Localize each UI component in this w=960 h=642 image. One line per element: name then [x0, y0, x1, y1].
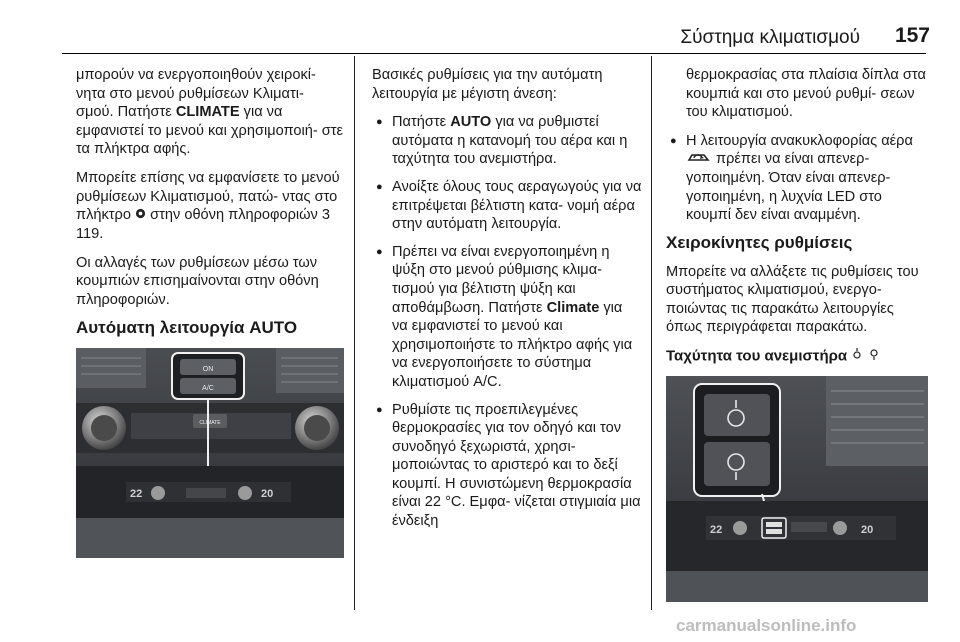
fan-speed-subheading — [666, 347, 928, 366]
column-divider-1 — [354, 56, 355, 610]
header-rule — [62, 53, 926, 54]
text: μπορούν να ενεργοποιηθούν χειροκί- νητα στο μενού ρυθμίσεων Κλιματι- σμού. Πατήστε — [76, 67, 316, 121]
fan-control-photo — [666, 376, 928, 602]
watermark: carmanualsonline.info — [676, 616, 857, 635]
list-item — [666, 132, 928, 225]
text: Η λειτουργία ανακυκλοφορίας αέρα — [686, 132, 913, 149]
text: Πατήστε — [392, 114, 451, 131]
right-temp-label: 20 — [861, 523, 874, 536]
manual-intro: Μπορείτε να αλλάξετε τις ρυθμίσεις του συστήματος κλιματισμού, ενεργο- ποιώντας τις παρακάτω λειτουργίες όπως περιγράφεται παρακάτω. — [666, 263, 919, 336]
text: για να εμφανιστεί το μενού και χρησιμοποιή- στε τα πλήκτρα αφής. — [76, 104, 344, 158]
fan-down-icon — [868, 347, 880, 366]
column-2 — [372, 66, 642, 540]
text: Ταχύτητα του ανεμιστήρα — [666, 347, 848, 365]
text: Ανοίξτε όλους τους αεραγωγούς για να επιτρέψεται βέλτιστη κατα- νομή αέρα στην αυτόματη λειτουργία. — [392, 178, 642, 233]
section-heading-auto: Αυτόματη λειτουργία AUTO — [76, 318, 298, 338]
text: για να ρυθμιστεί αυτόματα η κατανομή του αέρα και η ταχύτητα του ανεμιστήρα. — [392, 114, 628, 168]
paragraph-climate-menu — [76, 66, 344, 159]
continued-text: θερμοκρασίας στα πλαίσια δίπλα στα κουμπιά και στο μενού ρυθμί- σεων του κλιματισμού. — [686, 67, 926, 121]
climate-keyword: CLIMATE — [175, 104, 240, 121]
text: στην οθόνη πληροφοριών — [146, 207, 322, 224]
page-reference: 3 119. — [76, 207, 331, 242]
list-item — [372, 178, 642, 234]
recirculation-car-icon — [686, 150, 712, 169]
running-title: Σύστημα κλιματισμού — [680, 27, 860, 48]
text: Μπορείτε επίσης να εμφανίσετε το μενού ρυθμίσεων Κλιματισμού, πατώ- ντας στο πλήκτρο — [76, 169, 340, 224]
ac-label: A/C — [202, 384, 214, 392]
climate-control-photo — [76, 348, 344, 558]
climate-keyword: Climate — [546, 299, 600, 316]
text: Πρέπει να είναι ενεργοποιημένη η ψύξη στο μενού ρύθμισης κλιμα- τισμού για βέλτιστη ψύξη και αποθάμβωση. Πατήστε — [392, 243, 610, 316]
column-3 — [666, 66, 928, 602]
right-temp-label: 20 — [261, 487, 274, 500]
auto-intro: Βασικές ρυθμίσεις για την αυτόματη λειτουργία με μέγιστη άνεση: — [372, 67, 603, 102]
paragraph-settings-key — [76, 169, 344, 244]
column-divider-2 — [651, 56, 652, 610]
settings-gear-icon — [135, 206, 146, 225]
left-temp-label: 22 — [130, 487, 143, 500]
climate-button-label: CLIMATE — [199, 419, 221, 426]
list-item — [372, 113, 642, 169]
recirculation-bullets — [666, 132, 928, 225]
section-heading-manual: Χειροκίνητες ρυθμίσεις — [666, 232, 853, 252]
text: πρέπει να είναι απενερ- γοποιημένη. Όταν είναι απενερ- γοποιημένη, η λυχνία LED στο κουμπί δεν είναι αναμμένη. — [686, 151, 891, 224]
list-item — [372, 243, 642, 392]
left-temp-label: 22 — [710, 523, 723, 536]
paragraph-changes-highlighted: Οι αλλαγές των ρυθμίσεων μέσω των κουμπιών επισημαίνονται στην οθόνη πληροφοριών. — [76, 254, 319, 308]
auto-bullets — [372, 113, 642, 530]
auto-keyword: AUTO — [450, 114, 492, 131]
fan-up-icon — [851, 347, 863, 366]
column-1 — [76, 66, 344, 558]
on-label: ON — [202, 365, 214, 373]
text: Ρυθμίστε τις προεπιλεγμένες θερμοκρασίες για τον οδηγό και τον συνοδηγό ξεχωριστά, χρησι- μοποιώντας το αριστερό και το δεξί κουμπί. Η συνιστώμενη θερμοκρασία είναι 22 °C. Εμφα- νίζεται στιγμιαία μια ένδειξη — [392, 401, 641, 530]
text: για να εμφανιστεί το μενού και χρησιμοποιήστε το πλήκτρο αφής για να ενεργοποιήσετε το σύστημα κλιματισμού A/C. — [392, 299, 633, 390]
page-number: 157 — [894, 24, 930, 47]
list-item — [372, 401, 642, 531]
